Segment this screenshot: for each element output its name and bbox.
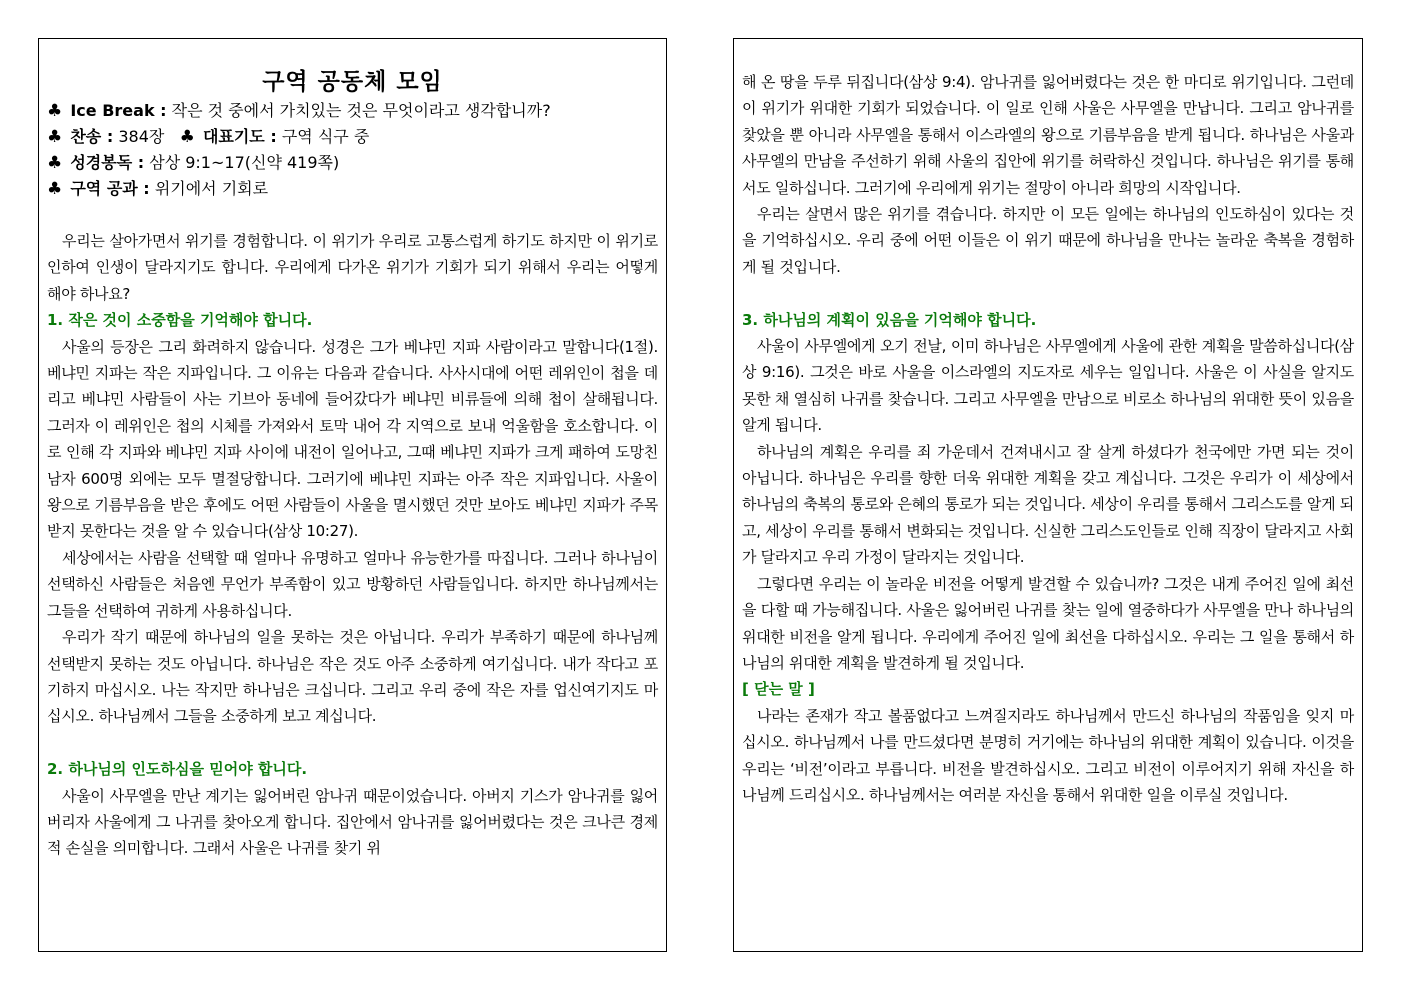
- icebreak-label: Ice Break :: [70, 101, 167, 120]
- section1-heading: 1. 작은 것이 소중함을 기억해야 합니다.: [47, 311, 313, 330]
- reading-line: [47, 150, 658, 176]
- section2-heading: 2. 하나님의 인도하심을 믿어야 합니다.: [47, 760, 308, 779]
- closing-paragraph: 나라는 존재가 작고 볼품없다고 느껴질지라도 하나님께서 만드신 하나님의 작품임을 잊지 마십시오. 하나님께서 나를 만드셨다면 분명히 거기에는 하나님의 위대한 계획이 있습니다. 이것을 우리는 ‘비전’이라고 부릅니다. 비전을 발견하십시오. 그리고 비전이 이루어지기 위해 자신을 하나님께 드리십시오. 하나님께서는 여러분 자신을 통해서 위대한 일을 이루실 것입니다.: [742, 706, 1354, 804]
- club-icon: ♣: [47, 127, 63, 147]
- spacer: [47, 202, 658, 228]
- reading-label: 성경봉독 :: [70, 153, 145, 172]
- section2-paragraph-1: 사울이 사무엘을 만난 계기는 잃어버린 암나귀 때문이었습니다. 아버지 기스가 암나귀를 잃어버리자 사울에게 그 나귀를 찾아오게 합니다. 집안에서 암나귀를 잃어버렸다는 것은 크나큰 경제적 손실을 의미합니다. 그래서 사울은 나귀를 찾기 위: [47, 786, 658, 858]
- section3-heading: 3. 하나님의 계획이 있음을 기억해야 합니다.: [742, 310, 1037, 329]
- hymn-value: 384장: [118, 127, 165, 146]
- hymn-prayer-line: [47, 124, 658, 150]
- closing-heading: [ 닫는 말 ]: [742, 680, 815, 699]
- blank-line: [47, 730, 658, 756]
- reading-value: 삼상 9:1~17(신약 419쪽): [149, 153, 340, 172]
- left-page: [38, 38, 667, 952]
- club-icon: ♣: [179, 127, 195, 147]
- club-icon: ♣: [47, 101, 63, 121]
- lesson-value: 위기에서 기회로: [154, 179, 269, 198]
- intro-paragraph: 우리는 살아가면서 위기를 경험합니다. 이 위기가 우리로 고통스럽게 하기도 하지만 이 위기로 인하여 인생이 달라지기도 합니다. 우리에게 다가온 위기가 기회가 되기 위해서 우리는 어떻게 해야 하나요?: [47, 232, 658, 303]
- club-icon: ♣: [47, 179, 63, 199]
- icebreak-line: [47, 98, 658, 124]
- section1-paragraph-2: 세상에서는 사람을 선택할 때 얼마나 유명하고 얼마나 유능한가를 따집니다. 그러나 하나님이 선택하신 사람들은 처음엔 무언가 부족함이 있고 방황하던 사람들입니다. 하지만 하나님께서는 그들을 선택하여 귀하게 사용하십니다.: [47, 548, 658, 620]
- page-title: 구역 공동체 모임: [262, 69, 443, 95]
- section2-paragraph-2: 우리는 살면서 많은 위기를 겪습니다. 하지만 이 모든 일에는 하나님의 인도하심이 있다는 것을 기억하십시오. 우리 중에 어떤 이들은 이 위기 때문에 하나님을 만나는 놀라운 축복을 경험하게 될 것입니다.: [742, 205, 1354, 276]
- section1-paragraph-1: 사울의 등장은 그리 화려하지 않습니다. 성경은 그가 베냐민 지파 사람이라고 말합니다(1절). 베냐민 지파는 작은 지파입니다. 그 이유는 다음과 같습니다. 사사시대에 어떤 레위인이 첩을 데리고 베냐민 사람들이 사는 기브아 동네에 들어갔다가 베냐민 비류들에 의해 첩이 살해됩니다. 그러자 이 레위인은 첩의 시체를 가져와서 토막 내어 각 지역으로 보내 억울함을 호소합니다. 이로 인해 각 지파와 베냐민 지파 사이에 내전이 일어나고, 그때 베냐민 지파가 크게 패하여 도망친 남자 600명 외에는 모두 멸절당합니다. 그러기에 베냐민 지파는 아주 작은 지파입니다. 사울이 왕으로 기름부음을 받은 후에도 어떤 사람들이 사울을 멸시했던 것만 보아도 베냐민 지파가 주목받지 못한다는 것을 알 수 있습니다(삼상 10:27).: [47, 337, 658, 541]
- right-page: [733, 38, 1363, 952]
- hymn-label: 찬송 :: [70, 127, 114, 146]
- club-icon: ♣: [47, 153, 63, 173]
- prayer-label: 대표기도 :: [202, 127, 277, 146]
- section3-paragraph-3: 그렇다면 우리는 이 놀라운 비전을 어떻게 발견할 수 있습니까? 그것은 내게 주어진 일에 최선을 다할 때 가능해집니다. 사울은 잃어버린 나귀를 찾는 일에 열중하다가 사무엘을 만나 하나님의 위대한 비전을 알게 됩니다. 우리에게 주어진 일에 최선을 다하십시오. 우리는 그 일을 통해서 하나님의 위대한 계획을 발견하게 될 것입니다.: [742, 574, 1354, 672]
- icebreak-value: 작은 것 중에서 가치있는 것은 무엇이라고 생각합니까?: [171, 101, 551, 120]
- section2-continuation: 해 온 땅을 두루 뒤집니다(삼상 9:4). 암나귀를 잃어버렸다는 것은 한 마디로 위기입니다. 그런데 이 위기가 위대한 기회가 되었습니다. 이 일로 인해 사울은 사무엘을 만납니다. 그리고 암나귀를 찾았을 뿐 아니라 사무엘을 통해서 이스라엘의 왕으로 기름부음을 받게 됩니다. 하나님은 사울과 사무엘의 만남을 주선하기 위해 사울의 집안에 위기를 허락하신 것입니다. 하나님은 위기를 통해서도 일하십니다. 그러기에 우리에게 위기는 절망이 아니라 희망의 시작입니다.: [742, 73, 1354, 197]
- section1-paragraph-3: 우리가 작기 때문에 하나님의 일을 못하는 것은 아닙니다. 우리가 부족하기 때문에 하나님께 선택받지 못하는 것도 아닙니다. 하나님은 작은 것도 아주 소중하게 여기십니다. 내가 작다고 포기하지 마십시오. 나는 작지만 하나님은 크십니다. 그리고 우리 중에 작은 자를 업신여기지도 마십시오. 하나님께서 그들을 소중하게 보고 계십니다.: [47, 628, 658, 726]
- lesson-line: [47, 176, 658, 202]
- section3-paragraph-1: 사울이 사무엘에게 오기 전날, 이미 하나님은 사무엘에게 사울에 관한 계획을 말씀하십니다(삼상 9:16). 그것은 바로 사울을 이스라엘의 지도자로 세우는 일입니다. 사울은 이 사실을 알지도 못한 채 열심히 나귀를 찾습니다. 그리고 사무엘을 만남으로 비로소 하나님의 위대한 뜻이 있음을 알게 됩니다.: [742, 337, 1354, 435]
- blank-line: [742, 280, 1354, 306]
- prayer-value: 구역 식구 중: [281, 127, 370, 146]
- section3-paragraph-2: 하나님의 계획은 우리를 죄 가운데서 건져내시고 잘 살게 하셨다가 천국에만 가면 되는 것이 아닙니다. 하나님은 우리를 향한 더욱 위대한 계획을 갖고 계십니다. 그것은 우리가 이 세상에서 하나님의 축복의 통로와 은혜의 통로가 되는 것입니다. 세상이 우리를 통해서 그리스도를 알게 되고, 세상이 우리를 통해서 변화되는 것입니다. 신실한 그리스도인들로 인해 직장이 달라지고 사회가 달라지고 우리 가정이 달라지는 것입니다.: [742, 442, 1354, 567]
- lesson-label: 구역 공과 :: [70, 179, 150, 198]
